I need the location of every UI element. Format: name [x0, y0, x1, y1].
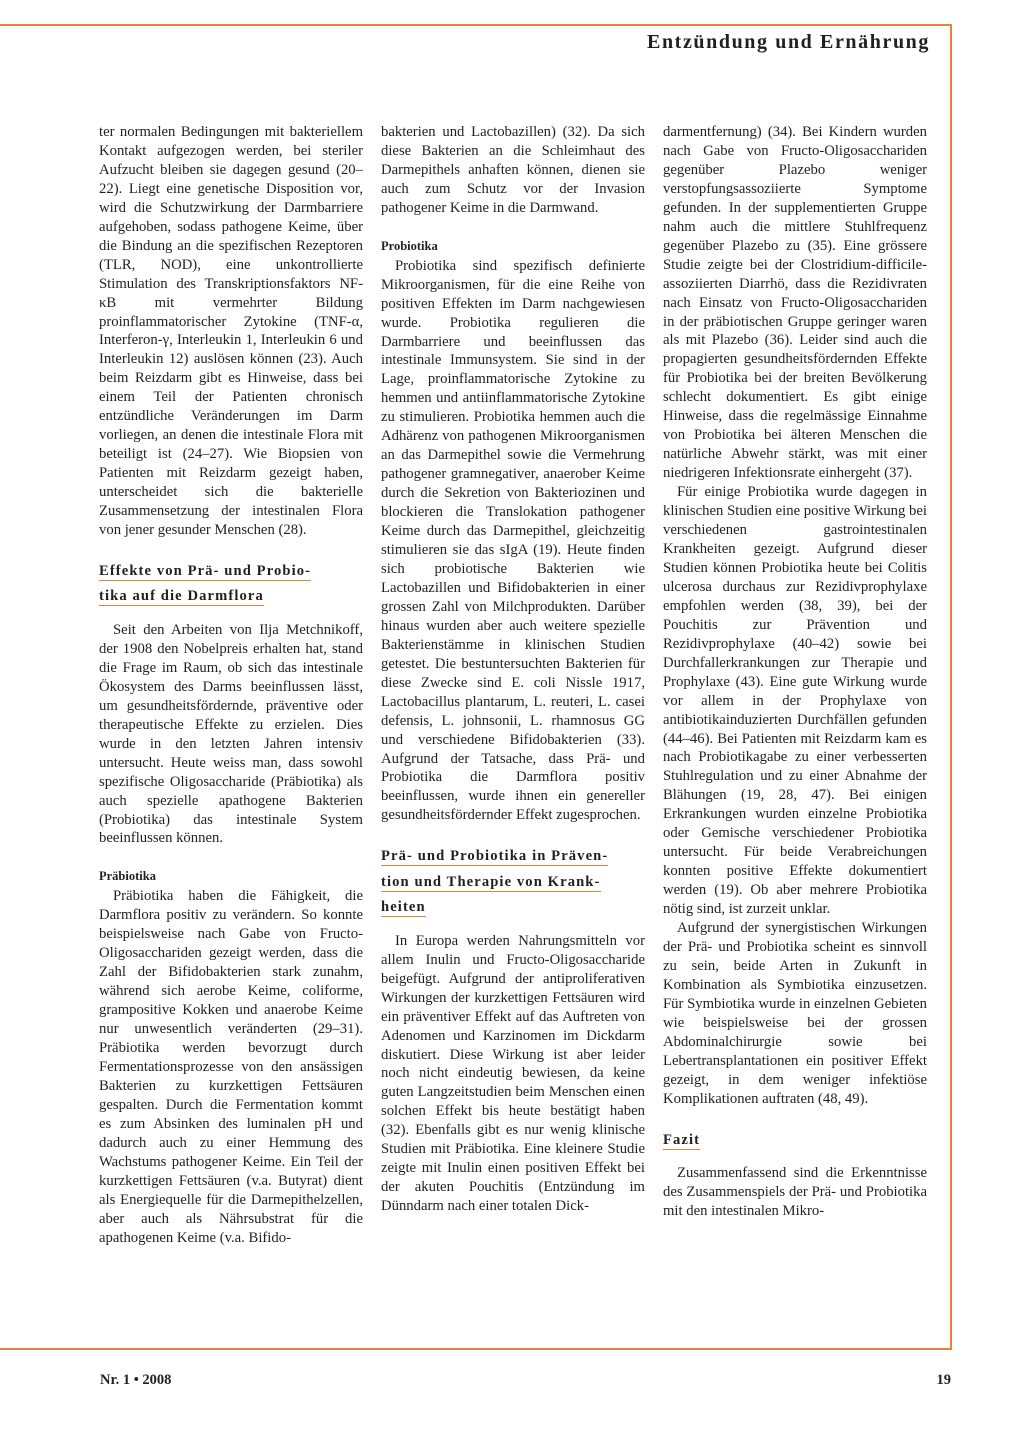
- body-paragraph: bakterien und Lactobazillen) (32). Da sich diese Bakterien an die Schleimhaut des Darmepithels anhaften können, dienen sie auch zum Schutz vor der Invasion pathogener Keime in die Darmwand.: [381, 124, 645, 216]
- body-paragraph: Präbiotika haben die Fähigkeit, die Darmflora positiv zu verändern. So konnte beispielsweise nach Gabe von Fructo-Oligosacchariden gezeigt werden, dass die Zahl der Bifidobakterien stark zunahm, während sich aerobe Keime, coliforme, grampositive Kokken und anaerobe Keime nur unwesentlich veränderten (29–31). Präbiotika werden bevorzugt durch Fermentationsprozesse von den ansässigen Bakterien zu kurzkettigen Fettsäuren gespalten. Durch die Fermentation kommt es zum Absinken des luminalen pH und dadurch auch zu einer Hemmung des Wachstums pathogener Keime. Ein Teil der kurzkettigen Fettsäuren (v.a. Butyrat) dient als Energiequelle für die Darmepithelzellen, aber auch als Nährsubstrat für die apathogenen Keime (v.a. Bifido-: [99, 888, 363, 1246]
- body-paragraph: ter normalen Bedingungen mit bakteriellem Kontakt aufgezogen werden, bei steriler Aufzucht bleiben sie dagegen gesund (20–22). Liegt eine genetische Disposition vor, wird die Schutzwirkung der Darmbarriere aufgehoben, sodass pathogene Keime, über die Bindung an die spezifischen Rezeptoren (TLR, NOD), eine unkontrollierte Stimulation des Transkriptionsfaktors NF-κB mit vermehrter Bildung proinflammatorischer Zytokine (TNF-α, Interferon-γ, Interleukin 1, Interleukin 6 und Interleukin 12) auslösen können (23). Auch beim Reizdarm gibt es Hinweise, dass bei einem Teil der Patienten chronisch entzündliche Veränderungen im Darm vorliegen, an denen die intestinale Flora mit beteiligt ist (24–27). Wie Biopsien von Patienten mit Reizdarm gezeigt haben, unterscheidet sich die bakterielle Zusammensetzung der intestinalen Flora von jener gesunder Menschen (28).: [99, 124, 363, 539]
- text-column-3: [663, 123, 927, 1221]
- text-column-1: [99, 123, 363, 1247]
- section-heading: [663, 1128, 927, 1154]
- section-heading-line: Fazit: [663, 1131, 701, 1148]
- section-heading-line: heiten: [381, 899, 426, 916]
- footer-issue: Nr. 1 • 2008: [100, 1372, 172, 1388]
- frame-right-rule: [950, 24, 952, 1350]
- section-heading-line: tion und Therapie von Krank-: [381, 873, 601, 890]
- section-heading: [381, 844, 645, 921]
- frame-top-rule: [0, 24, 952, 26]
- running-header-title: Entzündung und Ernährung: [647, 31, 930, 53]
- subsection-heading: Präbiotika: [99, 869, 156, 884]
- section-heading-line: Prä- und Probiotika in Präven-: [381, 848, 609, 865]
- page-number: 19: [936, 1372, 951, 1388]
- section-heading-line: tika auf die Darmflora: [99, 588, 264, 605]
- body-paragraph: Aufgrund der synergistischen Wirkungen der Prä- und Probiotika scheint es sinnvoll zu sein, beide Arten in Zukunft in Kombination als Symbiotika einzusetzen. Für Symbiotika wurde in einzelnen Gebieten wie beispielsweise bei der grossen Abdominalchirurgie sowie bei Lebertransplantationen ein positiver Effekt gezeigt, in dem weniger infektiöse Komplikationen auftraten (48, 49).: [663, 920, 927, 1107]
- frame-bottom-rule: [0, 1348, 952, 1350]
- body-paragraph: darmentfernung) (34). Bei Kindern wurden nach Gabe von Fructo-Oligosacchariden gegenüber Plazebo weniger verstopfungsassoziierte Symptome gefunden. In der supplementierten Gruppe nahm auch die mittlere Stuhlfrequenz gegenüber Plazebo zu (35). Eine grössere Studie zeigte bei der Clostridium-difficile-assoziierten Diarrhö, dass die Rezidivraten nach Einsatz von Fructo-Oligosacchariden in der präbiotischen Gruppe geringer waren als mit Plazebo (36). Leider sind auch die propagierten gesundheitsfördernden Effekte für Probiotika bei der breiten Bevölkerung schlecht dokumentiert. Es gibt einige Hinweise, dass die regelmässige Einnahme von Probiotika bei älteren Menschen die natürliche Abwehr stärkt, was mit einer niedrigeren Infektionsrate einhergeht (37).: [663, 124, 927, 482]
- body-paragraph: Für einige Probiotika wurde dagegen in klinischen Studien eine positive Wirkung bei verschiedenen gastrointestinalen Krankheiten gezeigt. Aufgrund dieser Studien können Probiotika heute bei Colitis ulcerosa durchaus zur Rezidivprophylaxe empfohlen werden (38, 39), bei der Pouchitis zur Prävention und Rezidivprophylaxe (40–42) sowie bei Durchfallerkrankungen zur Therapie und Prophylaxe (43). Eine gute Wirkung wurde vor allem in der Prophylaxe von antibiotikainduzierten Durchfällen gefunden (44–46). Bei Patienten mit Reizdarm kam es nach Probiotikagabe zu einer verbesserten Stuhlregulation und zu einer Abnahme der Blähungen (19, 28, 47). Bei einigen Erkrankungen wurden einzelne Probiotika oder Gemische verschiedener Probiotika untersucht. Für beide Verabreichungen konnten positive Effekte dokumentiert werden (19). Ob aber mehrere Probiotika nötig sind, ist zurzeit unklar.: [663, 484, 927, 918]
- body-paragraph: In Europa werden Nahrungsmitteln vor allem Inulin und Fructo-Oligosaccharide beigefügt. Aufgrund der antiproliferativen Wirkungen der kurzkettigen Fettsäuren wird ein präventiver Effekt auf das Auftreten von Adenomen und Karzinomen im Dickdarm diskutiert. Diese Wirkung ist aber leider noch nicht eindeutig bewiesen, da keine guten Langzeitstudien beim Menschen einen solchen Effekt bis heute bestätigt haben (32). Ebenfalls gibt es nur wenig klinische Studien mit Präbiotika. Eine kleinere Studie zeigte mit Inulin einen positiven Effekt bei der akuten Pouchitis (Entzündung im Dünndarm nach einer totalen Dick-: [381, 932, 645, 1215]
- text-column-2: [381, 123, 645, 1216]
- body-paragraph: Seit den Arbeiten von Ilja Metchnikoff, der 1908 den Nobelpreis erhalten hat, stand die Frage im Raum, ob sich das intestinale Ökosystem des Darms beeinflussen lässt, um gesundheitsfördernde, präventive oder therapeutische Effekte zu erzielen. Dies wurde in den letzten Jahren intensiv untersucht. Heute weiss man, dass sowohl spezifische Oligosaccharide (Präbiotika) als auch spezielle apathogene Bakterien (Probiotika) das intestinale System beeinflussen können.: [99, 621, 363, 847]
- body-paragraph: Probiotika sind spezifisch definierte Mikroorganismen, für die eine Reihe von positiven Effekten im Darm nachgewiesen wurde. Probiotika regulieren die Darmbarriere und beeinflussen das intestinale Immunsystem. Sie sind in der Lage, proinflammatorische Zytokine zu hemmen und antiinflammatorische Zytokine zu stimulieren. Probiotika hemmen auch die Adhärenz von pathogenen Mikroorganismen an das Darmepithel sowie die Vermehrung pathogener gramnegativer, anaerober Keime durch die Sekretion von Bakteriozinen und blockieren die Translokation pathogener Keime durch das Darmepithel, gleichzeitig stimulieren sie das sIgA (19). Heute finden sich probiotische Bakterien wie Lactobazillen und Bifidobakterien in einer grossen Zahl von Milchprodukten. Darüber hinaus wurden aber auch weitere spezielle Bakterienstämme in klinischen Studien getestet. Die bestuntersuchten Bakterien für diese Zwecke sind E. coli Nissle 1917, Lactobacillus plantarum, L. reuteri, L. casei defensis, L. johnsonii, L. rhamnosus GG und verschiedene Bifidobakterien (33). Aufgrund der Tatsache, dass Prä- und Probiotika die Darmflora positiv beeinflussen, wurde ihnen ein genereller gesundheitsfördernder Effekt zugesprochen.: [381, 257, 645, 824]
- subsection-heading: Probiotika: [381, 238, 438, 253]
- body-paragraph: Zusammenfassend sind die Erkenntnisse des Zusammenspiels der Prä- und Probiotika mit den intestinalen Mikro-: [663, 1165, 927, 1219]
- section-heading: [99, 559, 363, 610]
- section-heading-line: Effekte von Prä- und Probio-: [99, 562, 312, 579]
